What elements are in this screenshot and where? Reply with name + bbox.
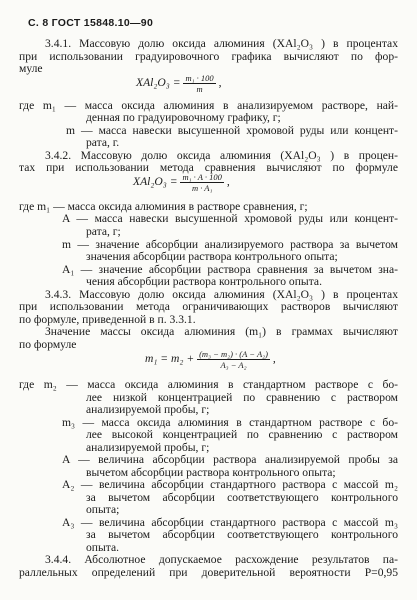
text-line: m — значение абсорбции анализируемого раствора за вычетом	[62, 237, 398, 251]
text-line: A — величина абсорбции раствора анализируемой пробы за	[62, 453, 398, 467]
text-line: по формуле	[19, 337, 77, 351]
text-line: по формуле, приведенной в п. 3.3.1.	[19, 312, 196, 326]
text-line: чения абсорбции раствора контрольного опыта.	[86, 275, 322, 289]
text-line: лее низкой концентрацией по сравнению с раствором	[86, 390, 398, 404]
formula-1-numerator: m₁ · 100	[185, 72, 214, 83]
text-line: m — масса навески высушенной хромовой руды или концент-	[66, 123, 398, 137]
text-line: за вычетом абсорбции соответствующего контрольного	[86, 490, 398, 504]
text-line: m₃ — масса оксида алюминия в стандартном растворе с бо-	[62, 415, 398, 429]
formula-3-lhs: m₁ = m₂ +	[145, 351, 195, 365]
text-line: денная по градуировочному графику, г;	[86, 111, 281, 125]
formula-3-denominator: A₃ − A₂	[220, 359, 247, 370]
formula-1-denominator: m	[196, 83, 203, 94]
text-line: рата, г;	[86, 225, 121, 238]
text-line: A₁ — значение абсорбции раствора сравнения за вычетом зна-	[62, 262, 398, 276]
text-line: значения абсорбции раствора контрольного опыта;	[86, 250, 338, 263]
text-line: вычетом абсорбции раствора контрольного опыта;	[86, 465, 336, 479]
text-line: где m₁ — масса оксида алюминия в анализируемом растворе, най-	[19, 98, 398, 112]
text-line: где m₁ — масса оксида алюминия в растворе сравнения, г;	[19, 199, 308, 213]
formula-1-fraction	[183, 73, 215, 94]
text-line: раллельных определений при доверительной вероятности P=0,95	[19, 565, 398, 579]
text-line: при использовании градуировочного графика вычисляют по фор-	[19, 49, 398, 63]
formula-2-numerator: m₁ · A · 100	[182, 172, 222, 183]
text-line: 3.4.3. Массовую долю оксида алюминия (XAl₂O₃ ) в процентах	[45, 287, 398, 301]
text-line: при использовании метода ограничивающих растворов вычисляют	[19, 300, 398, 314]
formula-2-lhs: XAl₂O₃ =	[133, 175, 178, 189]
text-line: A₃ — величина абсорбции стандартного раствора с массой m₃	[62, 515, 398, 529]
formula-2-fraction	[180, 172, 223, 193]
text-line: тах при использовании метода сравнения вычисляют по формуле	[19, 161, 398, 175]
text-line: 3.4.4. Абсолютное допускаемое расхождение результатов па-	[45, 553, 398, 567]
text-line: Значение массы оксида алюминия (m₁) в граммах вычисляют	[45, 325, 398, 339]
text-line: 3.4.1. Массовую долю оксида алюминия (XAl₂O₃ ) в процентах	[45, 37, 398, 50]
formula-2: XAl₂O₃ = $\frac{\text{m₁ · A · 100}}{\text{m · A₁}}$ ,	[133, 172, 230, 194]
page-header: С. 8 ГОСТ 15848.10—90	[28, 17, 154, 29]
formula-2-denominator: m · A₁	[191, 183, 213, 194]
text-line: лее высокой концентрацией по сравнению с раствором	[86, 428, 398, 442]
formula-1-lhs: XAl₂O₃ =	[136, 75, 181, 89]
text-line: анализируемой пробы, г;	[86, 440, 210, 454]
text-line: опыта;	[86, 503, 120, 517]
text-line: 3.4.2. Массовую долю оксида алюминия (XAl₂O₃ ) в процен-	[45, 148, 398, 162]
formula-3-fraction	[197, 349, 270, 370]
text-line: анализируемой пробы, г;	[86, 403, 210, 417]
text-line: A₂ — величина абсорбции стандартного раствора с массой m₂	[62, 478, 398, 492]
text-line: муле	[19, 62, 43, 76]
formula-1: XAl₂O₃ = $\frac{\text{m₁ · 100}}{m}$ ,	[136, 72, 222, 94]
text-line: рата, г.	[86, 136, 120, 150]
formula-3-numerator: (m₃ − m₂) · (A − A₂)	[199, 348, 268, 359]
text-line: опыта.	[86, 540, 120, 554]
text-line: A — масса навески высушенной хромовой руды или концент-	[62, 212, 398, 226]
text-line: за вычетом абсорбции соответствующего контрольного	[86, 528, 398, 542]
formula-3: m₁ = m₂ + $\frac{\text{(m₃ − m₂) · (A − A₂)}}{\text{A₃ − A₂}}$ ,	[145, 348, 276, 370]
text-line: где m₂ — масса оксида алюминия в стандартном растворе с бо-	[19, 378, 398, 391]
